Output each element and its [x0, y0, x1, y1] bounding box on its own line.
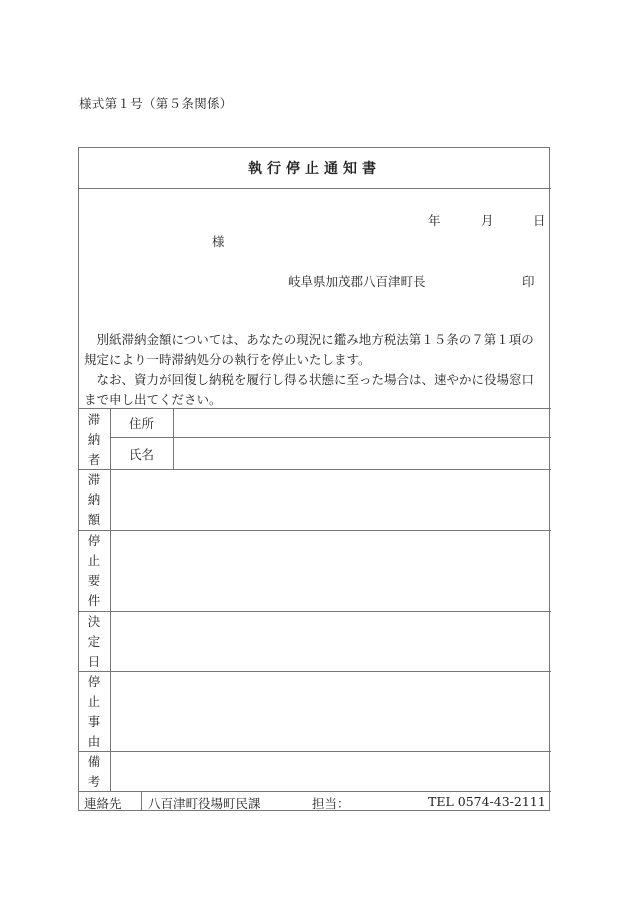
address-label: 住所	[128, 416, 154, 431]
requirements-label: 停 止 要 件	[87, 533, 101, 608]
remarks-field[interactable]	[111, 752, 550, 791]
tel-number: TEL 0574-43-2111	[428, 794, 546, 809]
decision-date-field[interactable]	[111, 612, 550, 671]
name-field[interactable]	[174, 438, 550, 469]
address-field[interactable]	[174, 409, 550, 437]
decision-date-label: 決 定 日	[87, 614, 101, 669]
divider	[78, 188, 551, 189]
document-title: 執行停止通知書	[248, 160, 381, 177]
department: 八百津町役場町民課	[148, 796, 261, 811]
person-in-charge-label: 担当：	[312, 796, 350, 811]
form-number: 様式第１号（第５条関係）	[79, 96, 233, 111]
notice-body	[84, 330, 546, 410]
notice-paragraph-1: 別紙滞納金額については、あなたの現況に鑑み地方税法第１５条の７第１項の規定により一時滞納処分の執行を停止いたします。	[84, 332, 534, 367]
name-label: 氏名	[128, 446, 154, 462]
requirements-field[interactable]	[111, 531, 550, 611]
day-label: 日	[533, 213, 546, 228]
issuer: 岐阜県加茂郡八百津町長	[288, 274, 426, 289]
divider	[78, 791, 551, 792]
contact-label: 連絡先	[84, 796, 122, 811]
amount-label: 滞 納 額	[87, 472, 101, 527]
seal-label: 印	[522, 274, 535, 289]
month-label: 月	[481, 213, 494, 228]
divider	[141, 791, 142, 811]
year-label: 年	[428, 213, 441, 228]
amount-field[interactable]	[111, 470, 550, 530]
addressee-suffix: 様	[212, 234, 225, 249]
taxpayer-label: 滞 納 者	[87, 412, 101, 467]
reason-label: 停 止 事 由	[87, 674, 101, 749]
remarks-label: 備 考	[87, 754, 101, 789]
reason-field[interactable]	[111, 672, 550, 751]
notice-paragraph-2: なお、資力が回復し納税を履行し得る状態に至った場合は、速やかに役場窓口まで申し出てください。	[84, 372, 535, 407]
